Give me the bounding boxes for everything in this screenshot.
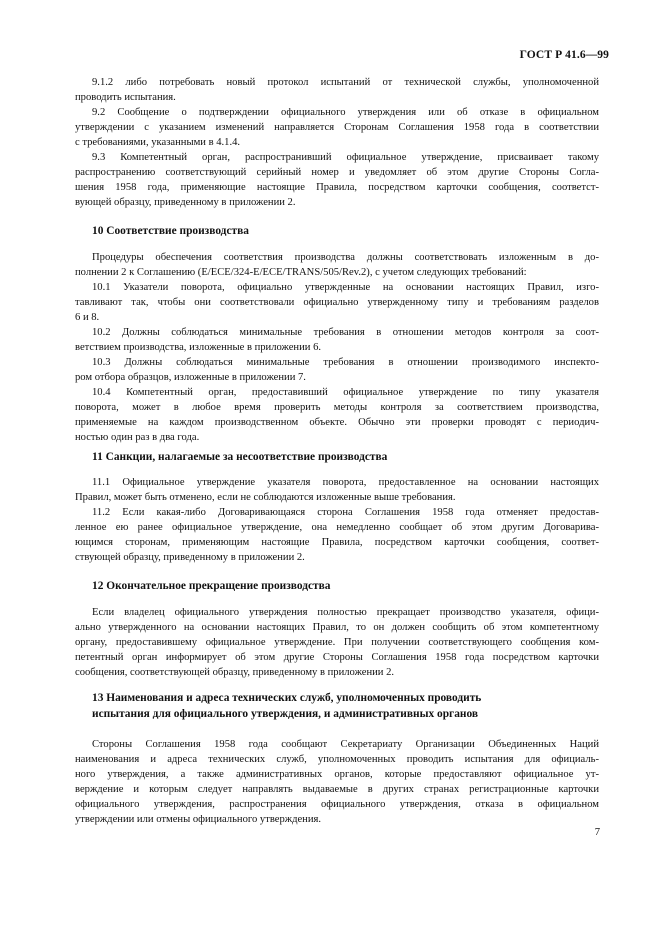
paragraph-9-1-2-line: 9.1.2 либо потребовать новый протокол испытаний от технической службы, уполномоченной [92,77,599,88]
paragraph-9-2-line: утверждении с указанием изменений направляется Сторонам Соглашения 1958 года в соответствии [75,122,599,133]
section-13-line: утверждении или отмены официального утверждения. [75,814,322,825]
paragraph-11-1-line: Правил, может быть отменено, если не соблюдаются изложенные выше требования. [75,492,456,503]
section-13-line: наименования и адреса технических служб, уполномоченных проводить испытания для официаль- [75,754,599,765]
section-13-heading-line: испытания для официального утверждения, и административных органов [92,708,479,720]
section-13-line: Стороны Соглашения 1958 года сообщают Секретариату Организации Объединенных Наций [92,739,599,750]
section-10-heading: 10 Соответствие производства [92,225,249,237]
section-12-heading: 12 Окончательное прекращение производства [92,580,331,592]
paragraph-10-1-line: тавливают так, чтобы они соответствовали официально утвержденному типу и требованиям разделов [75,297,599,308]
paragraph-11-2-line: ленное ею ранее официальное утверждение, она немедленно сообщает об этом другим Договарива- [75,522,599,533]
paragraph-9-2-line: с требованиями, указанными в 4.1.4. [75,137,241,148]
paragraph-10-3-line: ром отбора образцов, изложенные в приложении 7. [75,372,306,383]
section-10-intro-line: полнении 2 к Соглашению (E/ECE/324-E/ECE/TRANS/505/Rev.2), с учетом следующих требований: [75,267,527,278]
paragraph-10-2-line: ветствием производства, изложенные в приложении 6. [75,342,322,353]
paragraph-10-4-line: 10.4 Компетентный орган, предоставивший официальное утверждение по типу указателя [92,387,599,398]
paragraph-11-2-line: ствующей образцу, приведенному в приложении 2. [75,552,305,563]
section-13-heading-line: 13 Наименования и адреса технических служб, уполномоченных проводить [92,692,482,704]
section-13-line: верждение и которым следует направлять выдаваемые в других странах регистрационные карточки [75,784,599,795]
section-13-line: ного утверждения, а также административных органов, которые предоставляют официальное ут- [75,769,599,780]
section-12-line: ально утвержденного на основании настоящих Правил, то он должен сообщить об этом компетентному [75,622,599,633]
page-number: 7 [594,827,600,838]
paragraph-9-3-line: 9.3 Компетентный орган, распространивший официальное утверждение, присваивает такому [92,152,599,163]
paragraph-9-3-line: шения 1958 года, применяющие настоящие Правила, посредством карточки сообщения, соответст- [75,182,599,193]
section-13-line: официального утверждения, распространения официального утверждения, отказа в официальном [75,799,599,810]
section-12-line: Если владелец официального утверждения полностью прекращает производство указателя, офици- [92,607,599,618]
paragraph-9-1-2-line: проводить испытания. [75,92,176,103]
paragraph-10-4-line: применяемые на каждом производственном объекте. Обычно эти проверки проводят с периодич- [75,417,599,428]
paragraph-11-2-line: ющимся сторонам, применяющим настоящие Правила, посредством карточки сообщения, соответ- [75,537,599,548]
paragraph-11-1-line: 11.1 Официальное утверждение указателя поворота, предоставленное на основании настоящих [92,477,599,488]
standard-code-header: ГОСТ Р 41.6—99 [519,49,609,61]
section-12-line: органу, предоставившему официальное утверждение. При получении соответствующего сообщения ком- [75,637,599,648]
paragraph-10-4-line: ностью один раз в два года. [75,432,200,443]
paragraph-10-3-line: 10.3 Должны соблюдаться минимальные требования в отношении производимого инспекто- [92,357,599,368]
paragraph-10-4-line: поворота, может в любое время проверить методы контроля за соответствием производства, [75,402,599,413]
paragraph-9-2-line: 9.2 Сообщение о подтверждении официального утверждения или об отказе в официальном [92,107,599,118]
section-12-line: сообщения, соответствующей образцу, приведенному в приложении 2. [75,667,395,678]
paragraph-9-3-line: вующей образцу, приведенному в приложении 2. [75,197,296,208]
paragraph-11-2-line: 11.2 Если какая-либо Договаривающаяся сторона Соглашения 1958 года отменяет предостав- [92,507,599,518]
paragraph-10-1-line: 6 и 8. [75,312,100,323]
section-10-intro-line: Процедуры обеспечения соответствия производства должны соответствовать изложенным в до- [92,252,599,263]
paragraph-10-2-line: 10.2 Должны соблюдаться минимальные требования в отношении методов контроля за соот- [92,327,599,338]
paragraph-9-3-line: распространению соответствующий серийный номер и уведомляет об этом другие Стороны Согла- [75,167,599,178]
section-12-line: петентный орган информирует об этом другие Стороны Соглашения 1958 года посредством карточки [75,652,599,663]
section-11-heading: 11 Санкции, налагаемые за несоответствие производства [92,451,388,463]
paragraph-10-1-line: 10.1 Указатели поворота, официально утвержденные на основании настоящих Правил, изго- [92,282,599,293]
